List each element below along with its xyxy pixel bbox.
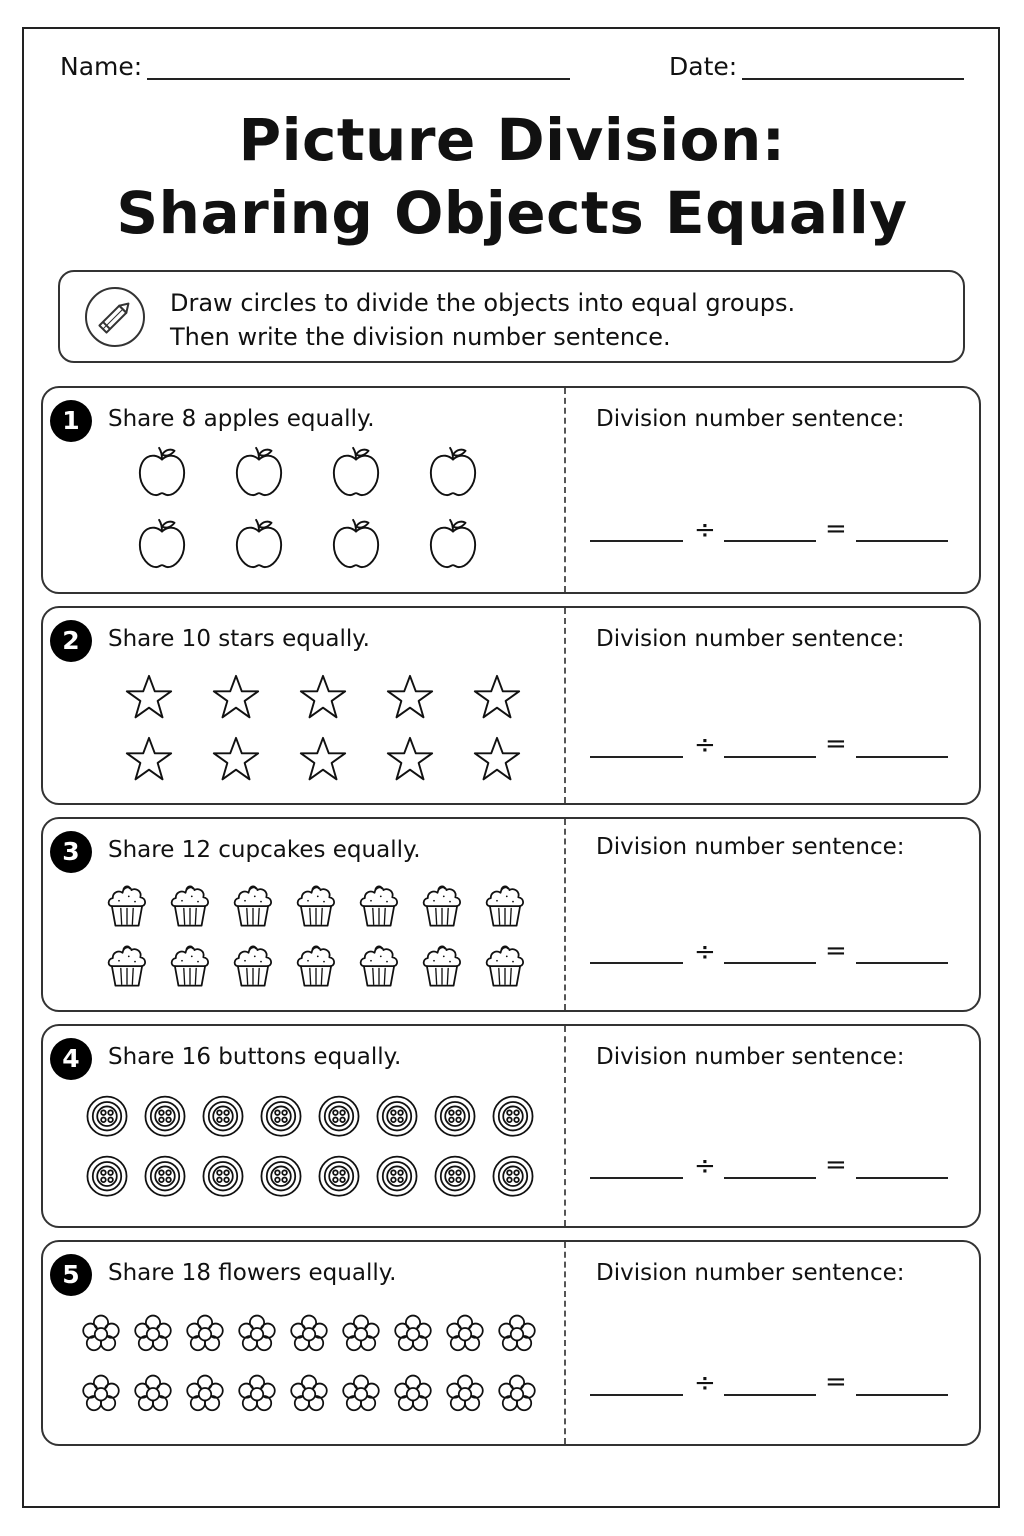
flower-icon — [285, 1312, 333, 1360]
problem-divider — [564, 1242, 566, 1444]
flower-icon — [389, 1312, 437, 1360]
problem-text: Share 10 stars equally. — [108, 626, 370, 652]
flower-icon — [493, 1372, 541, 1420]
divide-sign: ÷ — [694, 937, 716, 967]
star-icon — [210, 674, 262, 726]
quotient-blank[interactable] — [856, 962, 948, 964]
divide-sign: ÷ — [694, 1368, 716, 1398]
instructions-box — [58, 270, 965, 363]
division-sentence-label: Division number sentence: — [596, 834, 905, 860]
problem-text: Share 16 buttons equally. — [108, 1044, 402, 1070]
cupcake-icon — [418, 883, 466, 931]
flower-icon — [441, 1372, 489, 1420]
star-icon — [297, 674, 349, 726]
star-icon — [384, 674, 436, 726]
division-sentence-label: Division number sentence: — [596, 626, 905, 652]
problem-1 — [41, 386, 981, 594]
flower-icon — [181, 1312, 229, 1360]
button-icon — [315, 1154, 363, 1202]
star-icon — [471, 674, 523, 726]
button-icon — [489, 1154, 537, 1202]
flower-icon — [337, 1372, 385, 1420]
cupcake-icon — [166, 943, 214, 991]
flowers-group[interactable] — [43, 1242, 564, 1444]
problem-number-badge: 1 — [50, 400, 92, 442]
button-icon — [315, 1094, 363, 1142]
quotient-blank[interactable] — [856, 1177, 948, 1179]
divide-sign: ÷ — [694, 515, 716, 545]
dividend-blank[interactable] — [590, 756, 683, 758]
cupcake-icon — [355, 883, 403, 931]
button-icon — [431, 1154, 479, 1202]
button-icon — [489, 1094, 537, 1142]
problem-number-badge: 4 — [50, 1038, 92, 1080]
problem-number-badge: 5 — [50, 1254, 92, 1296]
star-icon — [123, 674, 175, 726]
problem-text: Share 12 cupcakes equally. — [108, 837, 421, 863]
cupcake-icon — [481, 883, 529, 931]
date-field[interactable] — [742, 78, 964, 80]
flower-icon — [285, 1372, 333, 1420]
apple-icon — [233, 518, 285, 570]
name-label: Name: — [60, 52, 143, 81]
problem-divider — [564, 819, 566, 1010]
problem-number-badge: 2 — [50, 620, 92, 662]
equals-sign: = — [825, 514, 847, 544]
cupcake-icon — [103, 883, 151, 931]
flower-icon — [441, 1312, 489, 1360]
buttons-group[interactable] — [43, 1026, 564, 1226]
division-sentence-label: Division number sentence: — [596, 1260, 905, 1286]
button-icon — [257, 1094, 305, 1142]
cupcake-icon — [355, 943, 403, 991]
flower-icon — [389, 1372, 437, 1420]
divisor-blank[interactable] — [724, 1177, 816, 1179]
dividend-blank[interactable] — [590, 540, 683, 542]
apple-icon — [136, 446, 188, 498]
divide-sign: ÷ — [694, 1151, 716, 1181]
cupcakes-group[interactable] — [43, 819, 564, 1010]
button-icon — [141, 1154, 189, 1202]
apple-icon — [233, 446, 285, 498]
problem-number-badge: 3 — [50, 831, 92, 873]
flower-icon — [129, 1312, 177, 1360]
apple-icon — [330, 446, 382, 498]
cupcake-icon — [418, 943, 466, 991]
cupcake-icon — [166, 883, 214, 931]
apples-group[interactable] — [43, 388, 564, 592]
date-label: Date: — [669, 52, 738, 81]
star-icon — [384, 736, 436, 788]
page-title-line2: Sharing Objects Equally — [116, 179, 908, 247]
cupcake-icon — [103, 943, 151, 991]
cupcake-icon — [229, 883, 277, 931]
cupcake-icon — [292, 883, 340, 931]
cupcake-icon — [481, 943, 529, 991]
problem-5 — [41, 1240, 981, 1446]
quotient-blank[interactable] — [856, 756, 948, 758]
divide-sign: ÷ — [694, 730, 716, 760]
instructions-text — [170, 286, 795, 354]
problem-4 — [41, 1024, 981, 1228]
button-icon — [141, 1094, 189, 1142]
star-icon — [123, 736, 175, 788]
star-icon — [471, 736, 523, 788]
star-icon — [297, 736, 349, 788]
stars-group[interactable] — [43, 608, 564, 803]
equals-sign: = — [825, 729, 847, 759]
name-field[interactable] — [147, 78, 570, 80]
quotient-blank[interactable] — [856, 1394, 948, 1396]
button-icon — [199, 1094, 247, 1142]
problem-text: Share 8 apples equally. — [108, 406, 375, 432]
flower-icon — [233, 1312, 281, 1360]
dividend-blank[interactable] — [590, 1177, 683, 1179]
division-sentence-label: Division number sentence: — [596, 406, 905, 432]
button-icon — [83, 1154, 131, 1202]
instructions-line1: Draw circles to divide the objects into equal groups. — [170, 289, 796, 317]
flower-icon — [77, 1372, 125, 1420]
division-sentence-label: Division number sentence: — [596, 1044, 905, 1070]
divisor-blank[interactable] — [724, 540, 816, 542]
page-title-line1: Picture Division: — [238, 106, 786, 174]
dividend-blank[interactable] — [590, 1394, 683, 1396]
button-icon — [257, 1154, 305, 1202]
cupcake-icon — [229, 943, 277, 991]
apple-icon — [136, 518, 188, 570]
problem-divider — [564, 388, 566, 592]
star-icon — [210, 736, 262, 788]
button-icon — [199, 1154, 247, 1202]
button-icon — [373, 1094, 421, 1142]
equals-sign: = — [825, 1367, 847, 1397]
problem-text: Share 18 flowers equally. — [108, 1260, 397, 1286]
button-icon — [83, 1094, 131, 1142]
problem-divider — [564, 608, 566, 803]
flower-icon — [129, 1372, 177, 1420]
instructions-line2: Then write the division number sentence. — [170, 323, 671, 351]
flower-icon — [233, 1372, 281, 1420]
button-icon — [373, 1154, 421, 1202]
apple-icon — [427, 518, 479, 570]
flower-icon — [77, 1312, 125, 1360]
equals-sign: = — [825, 1150, 847, 1180]
divisor-blank[interactable] — [724, 756, 816, 758]
pencil-icon — [84, 286, 146, 348]
flower-icon — [493, 1312, 541, 1360]
divisor-blank[interactable] — [724, 1394, 816, 1396]
flower-icon — [337, 1312, 385, 1360]
problem-2 — [41, 606, 981, 805]
quotient-blank[interactable] — [856, 540, 948, 542]
equals-sign: = — [825, 936, 847, 966]
button-icon — [431, 1094, 479, 1142]
dividend-blank[interactable] — [590, 962, 683, 964]
flower-icon — [181, 1372, 229, 1420]
divisor-blank[interactable] — [724, 962, 816, 964]
cupcake-icon — [292, 943, 340, 991]
apple-icon — [330, 518, 382, 570]
problem-3 — [41, 817, 981, 1012]
apple-icon — [427, 446, 479, 498]
problem-divider — [564, 1026, 566, 1226]
